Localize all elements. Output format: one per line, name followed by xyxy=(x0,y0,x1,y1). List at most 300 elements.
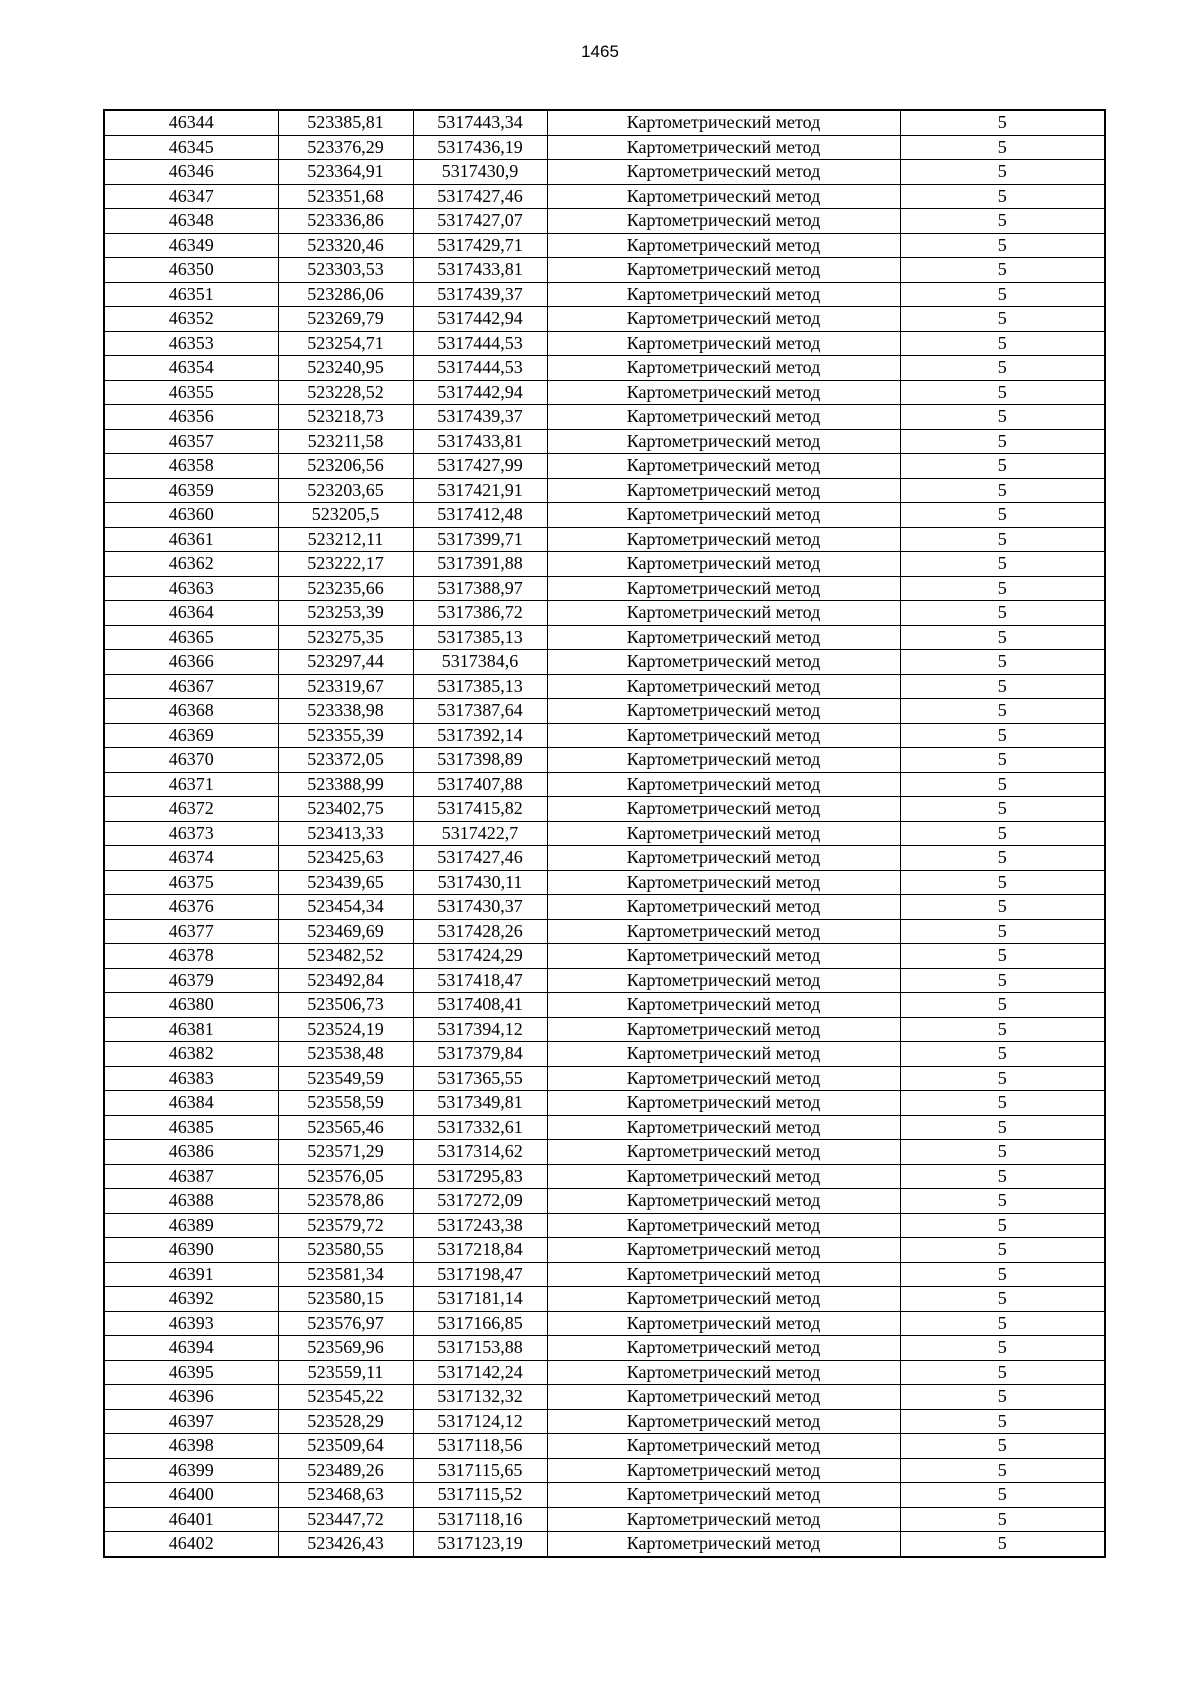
x-coordinate-cell: 523571,29 xyxy=(278,1140,413,1165)
y-coordinate-cell: 5317391,88 xyxy=(413,552,547,577)
table-row xyxy=(104,258,1105,283)
table-row xyxy=(104,1189,1105,1214)
y-coordinate-cell: 5317385,13 xyxy=(413,674,547,699)
method-cell: Картометрический метод xyxy=(547,944,900,969)
x-coordinate-cell: 523524,19 xyxy=(278,1017,413,1042)
method-cell: Картометрический метод xyxy=(547,1042,900,1067)
point-number-cell: 46400 xyxy=(104,1483,278,1508)
method-cell: Картометрический метод xyxy=(547,527,900,552)
table-row xyxy=(104,282,1105,307)
table-row xyxy=(104,1360,1105,1385)
x-coordinate-cell: 523439,65 xyxy=(278,870,413,895)
x-coordinate-cell: 523320,46 xyxy=(278,233,413,258)
point-number-cell: 46381 xyxy=(104,1017,278,1042)
x-coordinate-cell: 523413,33 xyxy=(278,821,413,846)
x-coordinate-cell: 523336,86 xyxy=(278,209,413,234)
method-cell: Картометрический метод xyxy=(547,797,900,822)
y-coordinate-cell: 5317349,81 xyxy=(413,1091,547,1116)
point-number-cell: 46374 xyxy=(104,846,278,871)
point-number-cell: 46352 xyxy=(104,307,278,332)
table-row xyxy=(104,527,1105,552)
point-number-cell: 46353 xyxy=(104,331,278,356)
point-number-cell: 46391 xyxy=(104,1262,278,1287)
x-coordinate-cell: 523297,44 xyxy=(278,650,413,675)
point-number-cell: 46369 xyxy=(104,723,278,748)
method-cell: Картометрический метод xyxy=(547,772,900,797)
x-coordinate-cell: 523576,05 xyxy=(278,1164,413,1189)
point-number-cell: 46355 xyxy=(104,380,278,405)
point-number-cell: 46398 xyxy=(104,1434,278,1459)
accuracy-cell: 5 xyxy=(900,1434,1105,1459)
y-coordinate-cell: 5317433,81 xyxy=(413,429,547,454)
point-number-cell: 46359 xyxy=(104,478,278,503)
method-cell: Картометрический метод xyxy=(547,356,900,381)
accuracy-cell: 5 xyxy=(900,821,1105,846)
table-row xyxy=(104,478,1105,503)
x-coordinate-cell: 523269,79 xyxy=(278,307,413,332)
method-cell: Картометрический метод xyxy=(547,895,900,920)
y-coordinate-cell: 5317386,72 xyxy=(413,601,547,626)
y-coordinate-cell: 5317115,65 xyxy=(413,1458,547,1483)
method-cell: Картометрический метод xyxy=(547,1164,900,1189)
y-coordinate-cell: 5317272,09 xyxy=(413,1189,547,1214)
x-coordinate-cell: 523506,73 xyxy=(278,993,413,1018)
table-row xyxy=(104,1091,1105,1116)
method-cell: Картометрический метод xyxy=(547,1311,900,1336)
point-number-cell: 46393 xyxy=(104,1311,278,1336)
y-coordinate-cell: 5317166,85 xyxy=(413,1311,547,1336)
x-coordinate-cell: 523240,95 xyxy=(278,356,413,381)
point-number-cell: 46344 xyxy=(104,110,278,135)
point-number-cell: 46379 xyxy=(104,968,278,993)
table-row xyxy=(104,846,1105,871)
table-row xyxy=(104,1017,1105,1042)
table-row xyxy=(104,233,1105,258)
point-number-cell: 46397 xyxy=(104,1409,278,1434)
point-number-cell: 46382 xyxy=(104,1042,278,1067)
table-row xyxy=(104,968,1105,993)
accuracy-cell: 5 xyxy=(900,258,1105,283)
point-number-cell: 46371 xyxy=(104,772,278,797)
accuracy-cell: 5 xyxy=(900,625,1105,650)
point-number-cell: 46349 xyxy=(104,233,278,258)
accuracy-cell: 5 xyxy=(900,576,1105,601)
accuracy-cell: 5 xyxy=(900,846,1105,871)
table-row xyxy=(104,1483,1105,1508)
table-row xyxy=(104,1532,1105,1557)
y-coordinate-cell: 5317430,11 xyxy=(413,870,547,895)
table-row xyxy=(104,1042,1105,1067)
accuracy-cell: 5 xyxy=(900,650,1105,675)
method-cell: Картометрический метод xyxy=(547,919,900,944)
method-cell: Картометрический метод xyxy=(547,576,900,601)
point-number-cell: 46388 xyxy=(104,1189,278,1214)
table-row xyxy=(104,1434,1105,1459)
table-row xyxy=(104,625,1105,650)
x-coordinate-cell: 523454,34 xyxy=(278,895,413,920)
table-row xyxy=(104,454,1105,479)
table-row xyxy=(104,184,1105,209)
table-row xyxy=(104,1238,1105,1263)
accuracy-cell: 5 xyxy=(900,1385,1105,1410)
point-number-cell: 46372 xyxy=(104,797,278,822)
accuracy-cell: 5 xyxy=(900,1483,1105,1508)
accuracy-cell: 5 xyxy=(900,209,1105,234)
accuracy-cell: 5 xyxy=(900,1287,1105,1312)
method-cell: Картометрический метод xyxy=(547,1507,900,1532)
y-coordinate-cell: 5317198,47 xyxy=(413,1262,547,1287)
y-coordinate-cell: 5317436,19 xyxy=(413,135,547,160)
method-cell: Картометрический метод xyxy=(547,625,900,650)
table-row xyxy=(104,429,1105,454)
table-row xyxy=(104,772,1105,797)
accuracy-cell: 5 xyxy=(900,1213,1105,1238)
table-row xyxy=(104,552,1105,577)
table-row xyxy=(104,944,1105,969)
x-coordinate-cell: 523228,52 xyxy=(278,380,413,405)
x-coordinate-cell: 523426,43 xyxy=(278,1532,413,1557)
table-row xyxy=(104,723,1105,748)
x-coordinate-cell: 523580,15 xyxy=(278,1287,413,1312)
y-coordinate-cell: 5317428,26 xyxy=(413,919,547,944)
point-number-cell: 46392 xyxy=(104,1287,278,1312)
table-row xyxy=(104,1458,1105,1483)
point-number-cell: 46348 xyxy=(104,209,278,234)
accuracy-cell: 5 xyxy=(900,552,1105,577)
table-row xyxy=(104,160,1105,185)
point-number-cell: 46364 xyxy=(104,601,278,626)
x-coordinate-cell: 523351,68 xyxy=(278,184,413,209)
accuracy-cell: 5 xyxy=(900,699,1105,724)
accuracy-cell: 5 xyxy=(900,110,1105,135)
method-cell: Картометрический метод xyxy=(547,968,900,993)
accuracy-cell: 5 xyxy=(900,1458,1105,1483)
accuracy-cell: 5 xyxy=(900,478,1105,503)
method-cell: Картометрический метод xyxy=(547,723,900,748)
x-coordinate-cell: 523206,56 xyxy=(278,454,413,479)
x-coordinate-cell: 523286,06 xyxy=(278,282,413,307)
method-cell: Картометрический метод xyxy=(547,429,900,454)
table-row xyxy=(104,1115,1105,1140)
table-row xyxy=(104,1140,1105,1165)
y-coordinate-cell: 5317394,12 xyxy=(413,1017,547,1042)
method-cell: Картометрический метод xyxy=(547,1091,900,1116)
x-coordinate-cell: 523509,64 xyxy=(278,1434,413,1459)
method-cell: Картометрический метод xyxy=(547,160,900,185)
accuracy-cell: 5 xyxy=(900,1262,1105,1287)
table-row xyxy=(104,1066,1105,1091)
method-cell: Картометрический метод xyxy=(547,846,900,871)
table-row xyxy=(104,797,1105,822)
method-cell: Картометрический метод xyxy=(547,1532,900,1557)
y-coordinate-cell: 5317118,56 xyxy=(413,1434,547,1459)
x-coordinate-cell: 523402,75 xyxy=(278,797,413,822)
table-row xyxy=(104,356,1105,381)
x-coordinate-cell: 523218,73 xyxy=(278,405,413,430)
y-coordinate-cell: 5317415,82 xyxy=(413,797,547,822)
point-number-cell: 46345 xyxy=(104,135,278,160)
y-coordinate-cell: 5317314,62 xyxy=(413,1140,547,1165)
table-row xyxy=(104,993,1105,1018)
method-cell: Картометрический метод xyxy=(547,1458,900,1483)
y-coordinate-cell: 5317443,34 xyxy=(413,110,547,135)
point-number-cell: 46366 xyxy=(104,650,278,675)
method-cell: Картометрический метод xyxy=(547,1385,900,1410)
point-number-cell: 46346 xyxy=(104,160,278,185)
point-number-cell: 46378 xyxy=(104,944,278,969)
y-coordinate-cell: 5317412,48 xyxy=(413,503,547,528)
accuracy-cell: 5 xyxy=(900,1336,1105,1361)
method-cell: Картометрический метод xyxy=(547,405,900,430)
y-coordinate-cell: 5317142,24 xyxy=(413,1360,547,1385)
point-number-cell: 46387 xyxy=(104,1164,278,1189)
y-coordinate-cell: 5317387,64 xyxy=(413,699,547,724)
accuracy-cell: 5 xyxy=(900,1189,1105,1214)
x-coordinate-cell: 523468,63 xyxy=(278,1483,413,1508)
page-number: 1465 xyxy=(581,42,619,61)
accuracy-cell: 5 xyxy=(900,1238,1105,1263)
accuracy-cell: 5 xyxy=(900,331,1105,356)
point-number-cell: 46360 xyxy=(104,503,278,528)
x-coordinate-cell: 523469,69 xyxy=(278,919,413,944)
method-cell: Картометрический метод xyxy=(547,1409,900,1434)
point-number-cell: 46383 xyxy=(104,1066,278,1091)
y-coordinate-cell: 5317132,32 xyxy=(413,1385,547,1410)
y-coordinate-cell: 5317430,37 xyxy=(413,895,547,920)
x-coordinate-cell: 523569,96 xyxy=(278,1336,413,1361)
point-number-cell: 46376 xyxy=(104,895,278,920)
x-coordinate-cell: 523203,65 xyxy=(278,478,413,503)
table-row xyxy=(104,870,1105,895)
x-coordinate-cell: 523275,35 xyxy=(278,625,413,650)
accuracy-cell: 5 xyxy=(900,1017,1105,1042)
point-number-cell: 46365 xyxy=(104,625,278,650)
accuracy-cell: 5 xyxy=(900,356,1105,381)
x-coordinate-cell: 523205,5 xyxy=(278,503,413,528)
table-row xyxy=(104,821,1105,846)
point-number-cell: 46389 xyxy=(104,1213,278,1238)
y-coordinate-cell: 5317407,88 xyxy=(413,772,547,797)
method-cell: Картометрический метод xyxy=(547,454,900,479)
accuracy-cell: 5 xyxy=(900,184,1105,209)
accuracy-cell: 5 xyxy=(900,895,1105,920)
y-coordinate-cell: 5317181,14 xyxy=(413,1287,547,1312)
coordinates-table-body xyxy=(104,110,1105,1557)
x-coordinate-cell: 523559,11 xyxy=(278,1360,413,1385)
x-coordinate-cell: 523528,29 xyxy=(278,1409,413,1434)
method-cell: Картометрический метод xyxy=(547,748,900,773)
method-cell: Картометрический метод xyxy=(547,1287,900,1312)
method-cell: Картометрический метод xyxy=(547,135,900,160)
x-coordinate-cell: 523576,97 xyxy=(278,1311,413,1336)
x-coordinate-cell: 523372,05 xyxy=(278,748,413,773)
table-row xyxy=(104,503,1105,528)
point-number-cell: 46347 xyxy=(104,184,278,209)
y-coordinate-cell: 5317385,13 xyxy=(413,625,547,650)
table-row xyxy=(104,307,1105,332)
method-cell: Картометрический метод xyxy=(547,821,900,846)
accuracy-cell: 5 xyxy=(900,454,1105,479)
table-row xyxy=(104,1311,1105,1336)
point-number-cell: 46356 xyxy=(104,405,278,430)
accuracy-cell: 5 xyxy=(900,160,1105,185)
point-number-cell: 46396 xyxy=(104,1385,278,1410)
accuracy-cell: 5 xyxy=(900,1532,1105,1557)
point-number-cell: 46354 xyxy=(104,356,278,381)
y-coordinate-cell: 5317388,97 xyxy=(413,576,547,601)
x-coordinate-cell: 523388,99 xyxy=(278,772,413,797)
x-coordinate-cell: 523222,17 xyxy=(278,552,413,577)
point-number-cell: 46402 xyxy=(104,1532,278,1557)
x-coordinate-cell: 523580,55 xyxy=(278,1238,413,1263)
y-coordinate-cell: 5317399,71 xyxy=(413,527,547,552)
method-cell: Картометрический метод xyxy=(547,993,900,1018)
x-coordinate-cell: 523538,48 xyxy=(278,1042,413,1067)
x-coordinate-cell: 523578,86 xyxy=(278,1189,413,1214)
y-coordinate-cell: 5317442,94 xyxy=(413,380,547,405)
table-row xyxy=(104,748,1105,773)
point-number-cell: 46399 xyxy=(104,1458,278,1483)
x-coordinate-cell: 523355,39 xyxy=(278,723,413,748)
point-number-cell: 46367 xyxy=(104,674,278,699)
method-cell: Картометрический метод xyxy=(547,870,900,895)
x-coordinate-cell: 523549,59 xyxy=(278,1066,413,1091)
y-coordinate-cell: 5317444,53 xyxy=(413,331,547,356)
method-cell: Картометрический метод xyxy=(547,1115,900,1140)
method-cell: Картометрический метод xyxy=(547,307,900,332)
accuracy-cell: 5 xyxy=(900,1409,1105,1434)
y-coordinate-cell: 5317427,46 xyxy=(413,846,547,871)
accuracy-cell: 5 xyxy=(900,674,1105,699)
method-cell: Картометрический метод xyxy=(547,1238,900,1263)
point-number-cell: 46384 xyxy=(104,1091,278,1116)
y-coordinate-cell: 5317442,94 xyxy=(413,307,547,332)
method-cell: Картометрический метод xyxy=(547,1360,900,1385)
x-coordinate-cell: 523489,26 xyxy=(278,1458,413,1483)
table-row xyxy=(104,1336,1105,1361)
method-cell: Картометрический метод xyxy=(547,1189,900,1214)
table-row xyxy=(104,919,1105,944)
accuracy-cell: 5 xyxy=(900,429,1105,454)
x-coordinate-cell: 523253,39 xyxy=(278,601,413,626)
accuracy-cell: 5 xyxy=(900,968,1105,993)
table-row xyxy=(104,380,1105,405)
method-cell: Картометрический метод xyxy=(547,258,900,283)
method-cell: Картометрический метод xyxy=(547,184,900,209)
method-cell: Картометрический метод xyxy=(547,1483,900,1508)
table-row xyxy=(104,1409,1105,1434)
point-number-cell: 46386 xyxy=(104,1140,278,1165)
method-cell: Картометрический метод xyxy=(547,1017,900,1042)
y-coordinate-cell: 5317433,81 xyxy=(413,258,547,283)
point-number-cell: 46401 xyxy=(104,1507,278,1532)
point-number-cell: 46394 xyxy=(104,1336,278,1361)
y-coordinate-cell: 5317295,83 xyxy=(413,1164,547,1189)
x-coordinate-cell: 523254,71 xyxy=(278,331,413,356)
table-row xyxy=(104,110,1105,135)
accuracy-cell: 5 xyxy=(900,1115,1105,1140)
x-coordinate-cell: 523376,29 xyxy=(278,135,413,160)
accuracy-cell: 5 xyxy=(900,919,1105,944)
y-coordinate-cell: 5317115,52 xyxy=(413,1483,547,1508)
x-coordinate-cell: 523338,98 xyxy=(278,699,413,724)
table-row xyxy=(104,1262,1105,1287)
accuracy-cell: 5 xyxy=(900,307,1105,332)
y-coordinate-cell: 5317384,6 xyxy=(413,650,547,675)
accuracy-cell: 5 xyxy=(900,527,1105,552)
method-cell: Картометрический метод xyxy=(547,674,900,699)
point-number-cell: 46377 xyxy=(104,919,278,944)
point-number-cell: 46375 xyxy=(104,870,278,895)
method-cell: Картометрический метод xyxy=(547,209,900,234)
x-coordinate-cell: 523482,52 xyxy=(278,944,413,969)
point-number-cell: 46357 xyxy=(104,429,278,454)
accuracy-cell: 5 xyxy=(900,405,1105,430)
method-cell: Картометрический метод xyxy=(547,282,900,307)
accuracy-cell: 5 xyxy=(900,1091,1105,1116)
y-coordinate-cell: 5317421,91 xyxy=(413,478,547,503)
x-coordinate-cell: 523425,63 xyxy=(278,846,413,871)
accuracy-cell: 5 xyxy=(900,1360,1105,1385)
point-number-cell: 46351 xyxy=(104,282,278,307)
x-coordinate-cell: 523581,34 xyxy=(278,1262,413,1287)
accuracy-cell: 5 xyxy=(900,797,1105,822)
method-cell: Картометрический метод xyxy=(547,1066,900,1091)
x-coordinate-cell: 523558,59 xyxy=(278,1091,413,1116)
method-cell: Картометрический метод xyxy=(547,478,900,503)
method-cell: Картометрический метод xyxy=(547,1213,900,1238)
accuracy-cell: 5 xyxy=(900,380,1105,405)
table-row xyxy=(104,405,1105,430)
point-number-cell: 46373 xyxy=(104,821,278,846)
x-coordinate-cell: 523235,66 xyxy=(278,576,413,601)
accuracy-cell: 5 xyxy=(900,993,1105,1018)
table-row xyxy=(104,1507,1105,1532)
x-coordinate-cell: 523545,22 xyxy=(278,1385,413,1410)
x-coordinate-cell: 523385,81 xyxy=(278,110,413,135)
point-number-cell: 46368 xyxy=(104,699,278,724)
method-cell: Картометрический метод xyxy=(547,110,900,135)
accuracy-cell: 5 xyxy=(900,1164,1105,1189)
point-number-cell: 46385 xyxy=(104,1115,278,1140)
x-coordinate-cell: 523447,72 xyxy=(278,1507,413,1532)
table-row xyxy=(104,1287,1105,1312)
point-number-cell: 46358 xyxy=(104,454,278,479)
point-number-cell: 46362 xyxy=(104,552,278,577)
point-number-cell: 46363 xyxy=(104,576,278,601)
y-coordinate-cell: 5317439,37 xyxy=(413,405,547,430)
point-number-cell: 46361 xyxy=(104,527,278,552)
method-cell: Картометрический метод xyxy=(547,1140,900,1165)
y-coordinate-cell: 5317427,99 xyxy=(413,454,547,479)
accuracy-cell: 5 xyxy=(900,748,1105,773)
accuracy-cell: 5 xyxy=(900,135,1105,160)
y-coordinate-cell: 5317408,41 xyxy=(413,993,547,1018)
y-coordinate-cell: 5317392,14 xyxy=(413,723,547,748)
y-coordinate-cell: 5317427,46 xyxy=(413,184,547,209)
method-cell: Картометрический метод xyxy=(547,380,900,405)
method-cell: Картометрический метод xyxy=(547,503,900,528)
y-coordinate-cell: 5317418,47 xyxy=(413,968,547,993)
y-coordinate-cell: 5317118,16 xyxy=(413,1507,547,1532)
accuracy-cell: 5 xyxy=(900,870,1105,895)
table-row xyxy=(104,331,1105,356)
accuracy-cell: 5 xyxy=(900,1066,1105,1091)
method-cell: Картометрический метод xyxy=(547,650,900,675)
y-coordinate-cell: 5317153,88 xyxy=(413,1336,547,1361)
accuracy-cell: 5 xyxy=(900,944,1105,969)
method-cell: Картометрический метод xyxy=(547,1434,900,1459)
